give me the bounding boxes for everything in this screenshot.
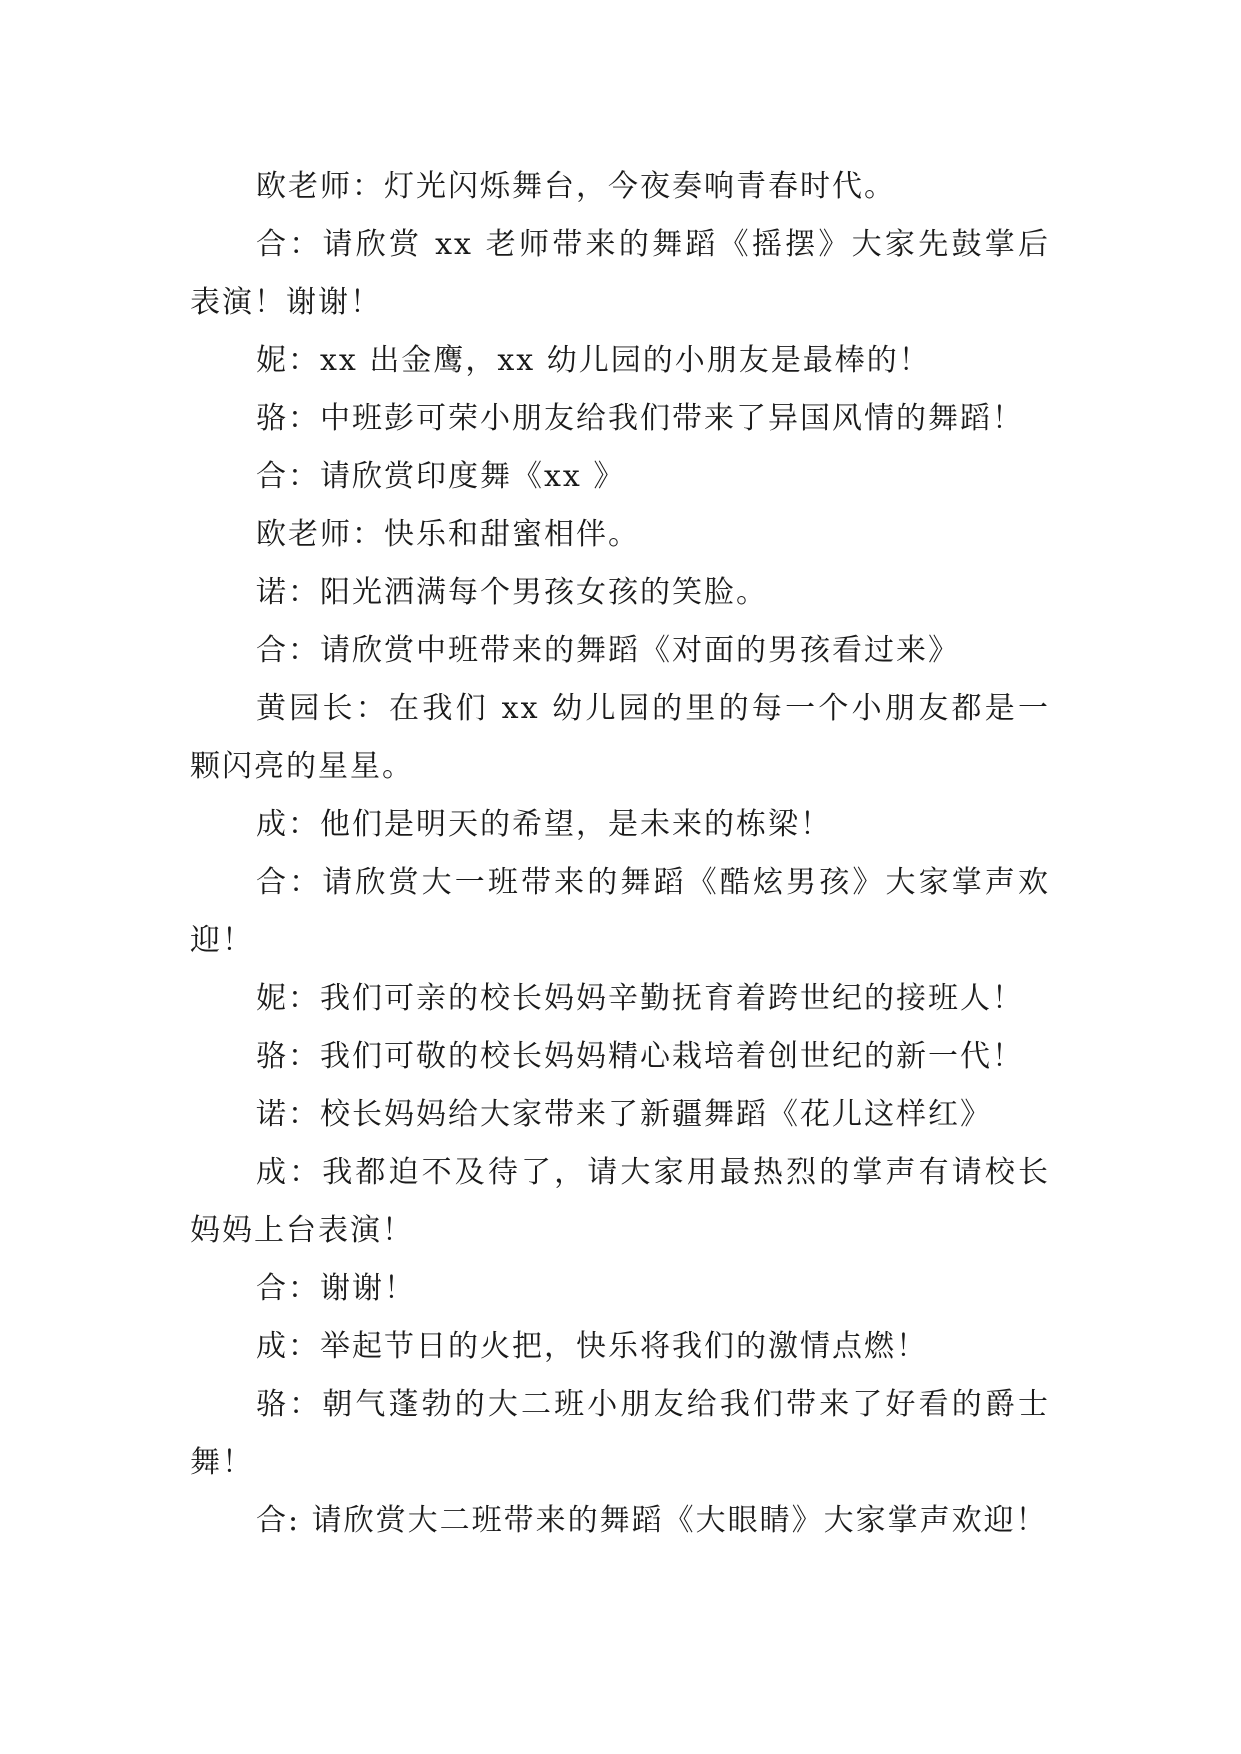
paragraph: 妮：xx 出金鹰，xx 幼儿园的小朋友是最棒的！	[256, 343, 931, 378]
paragraph: 合：谢谢！	[256, 1271, 416, 1306]
paragraph: 骆：中班彭可荣小朋友给我们带来了异国风情的舞蹈！	[256, 401, 1024, 436]
paragraph: 合：请欣赏大一班带来的舞蹈《酷炫男孩》大家掌声欢迎！	[190, 865, 1050, 958]
paragraph: 诺：阳光洒满每个男孩女孩的笑脸。	[256, 575, 768, 610]
paragraph: 妮：我们可亲的校长妈妈辛勤抚育着跨世纪的接班人！	[256, 981, 1024, 1016]
paragraph: 成：他们是明天的希望，是未来的栋梁！	[256, 807, 832, 842]
paragraph: 欧老师：快乐和甜蜜相伴。	[256, 517, 640, 552]
paragraph: 黄园长：在我们 xx 幼儿园的里的每一个小朋友都是一颗闪亮的星星。	[190, 691, 1050, 784]
paragraph: 骆：朝气蓬勃的大二班小朋友给我们带来了好看的爵士舞！	[190, 1387, 1050, 1480]
paragraph: 欧老师：灯光闪烁舞台，今夜奏响青春时代。	[256, 169, 896, 204]
paragraph: 合：请欣赏中班带来的舞蹈《对面的男孩看过来》	[256, 633, 960, 668]
paragraph: 成：我都迫不及待了，请大家用最热烈的掌声有请校长妈妈上台表演！	[190, 1155, 1050, 1248]
paragraph: 合: 请欣赏大二班带来的舞蹈《大眼睛》大家掌声欢迎！	[256, 1503, 1048, 1538]
document-body	[190, 158, 1050, 1550]
paragraph: 成：举起节日的火把，快乐将我们的激情点燃！	[256, 1329, 928, 1364]
paragraph: 诺：校长妈妈给大家带来了新疆舞蹈《花儿这样红》	[256, 1097, 992, 1132]
paragraph: 合：请欣赏 xx 老师带来的舞蹈《摇摆》大家先鼓掌后表演！谢谢！	[190, 227, 1050, 320]
paragraph: 合：请欣赏印度舞《xx 》	[256, 459, 626, 494]
paragraph: 骆：我们可敬的校长妈妈精心栽培着创世纪的新一代！	[256, 1039, 1024, 1074]
